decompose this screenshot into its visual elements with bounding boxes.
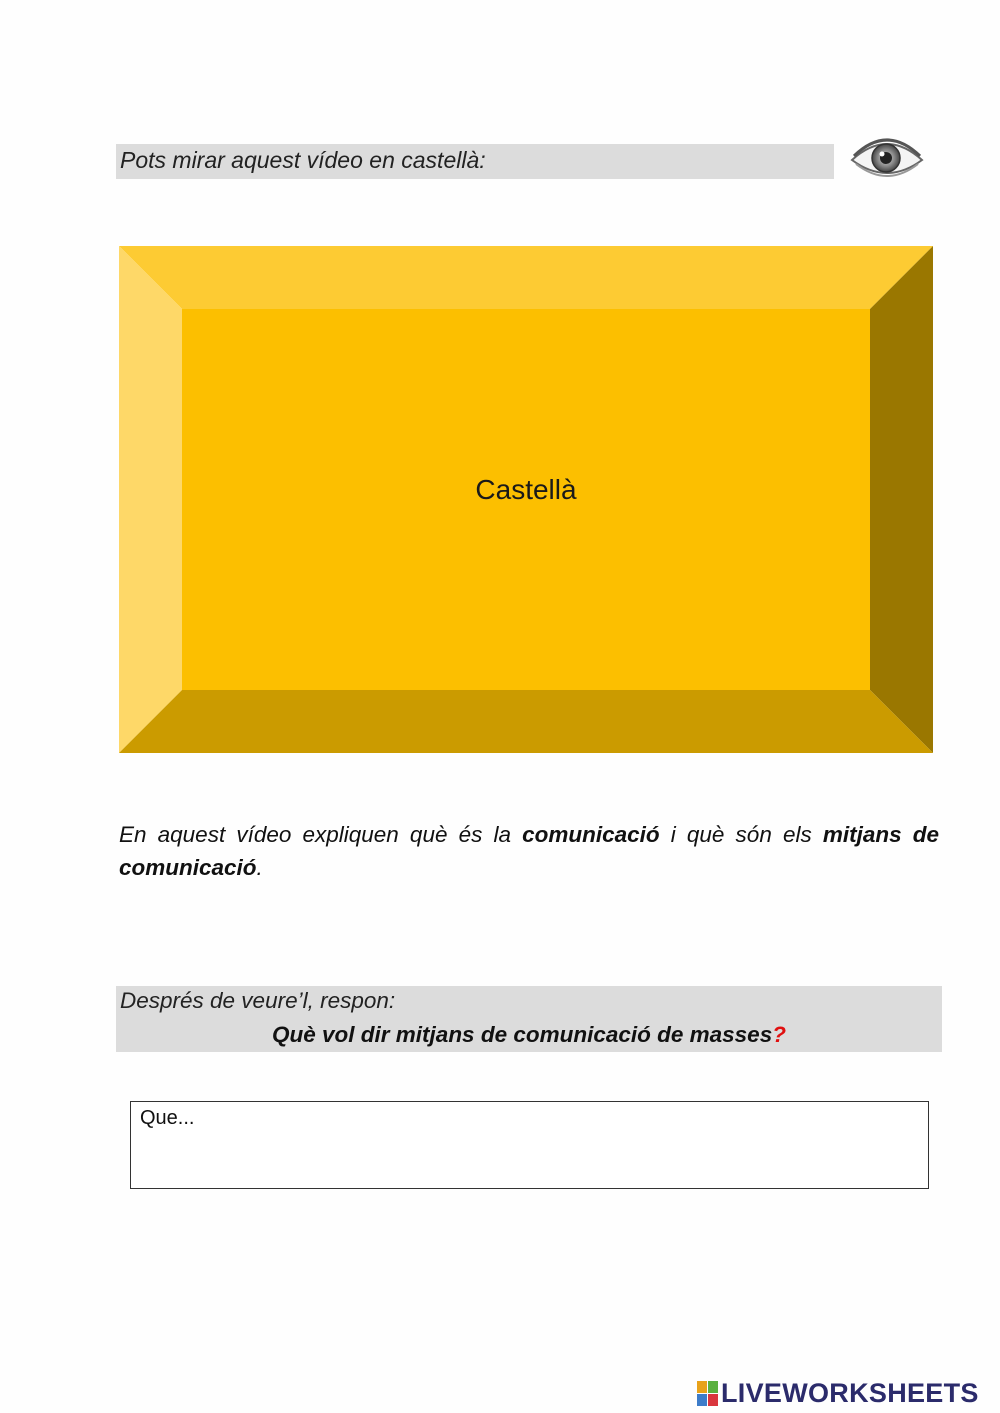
logo-text: LIVEWORKSHEETS [721, 1377, 979, 1408]
video-description [119, 818, 939, 884]
logo-mark-icon [697, 1381, 718, 1406]
question-banner [116, 986, 942, 1052]
question-mark: ? [772, 1022, 786, 1047]
bevel-top [119, 246, 933, 309]
desc-bold-1: comunicació [522, 822, 660, 847]
instruction-text: Després de veure’l, respon: [120, 988, 396, 1013]
desc-bold-2: mitjans de comunicació [119, 822, 939, 880]
answer-input[interactable] [130, 1101, 929, 1189]
question-text [116, 1022, 942, 1048]
spanish-video-button[interactable] [119, 246, 933, 753]
intro-text: Pots mirar aquest vídeo en castellà: [120, 147, 486, 173]
desc-text-3: . [256, 855, 263, 880]
eye-icon [848, 134, 926, 186]
desc-text-1: En aquest vídeo expliquen què és la [119, 822, 523, 847]
bevel-bottom [119, 690, 933, 753]
liveworksheets-logo [697, 1376, 979, 1410]
question-main: Què vol dir mitjans de comunicació de masses [272, 1022, 773, 1047]
video-button-label: Castellà [475, 474, 577, 505]
intro-banner [116, 144, 834, 179]
answer-value: Que... [140, 1107, 195, 1129]
desc-text-2: i què són els [659, 822, 823, 847]
